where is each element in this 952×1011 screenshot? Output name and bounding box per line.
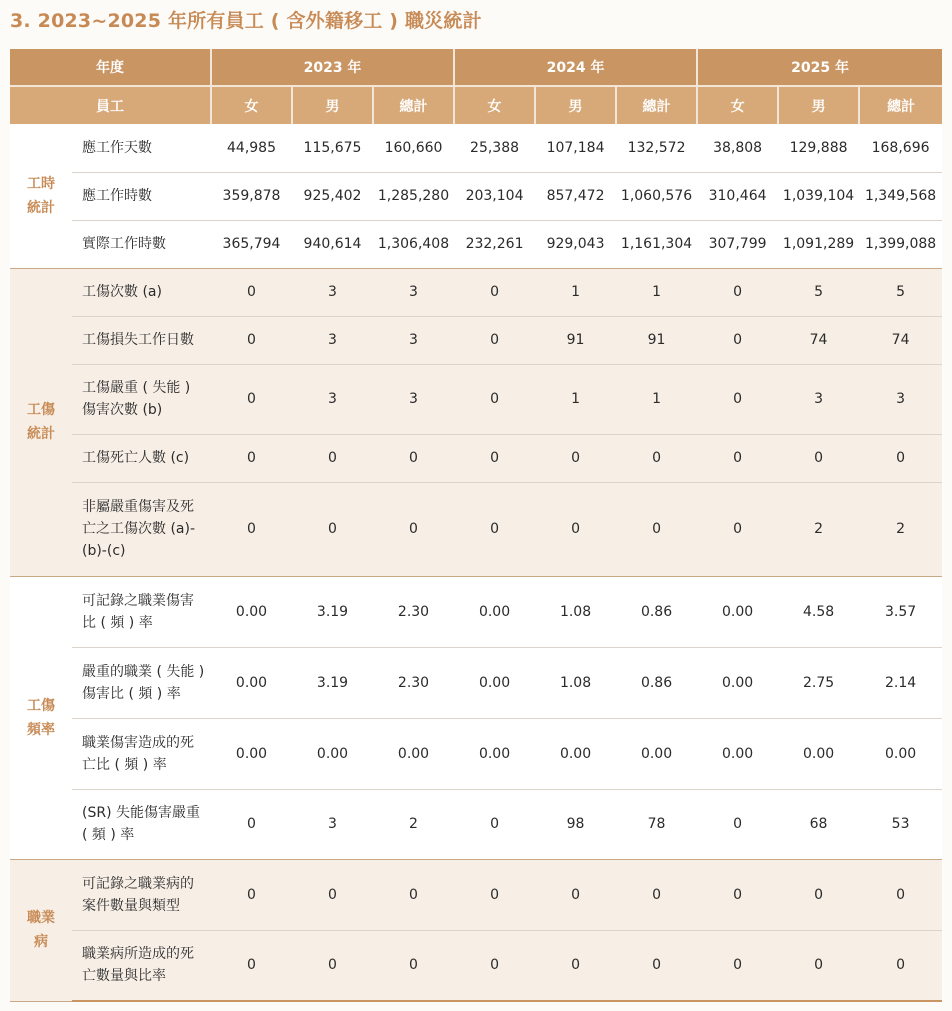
cell-value: 0 [211,789,292,859]
cell-value: 0 [211,364,292,434]
table-row [10,789,942,859]
cell-value: 3 [778,364,859,434]
cell-value: 1,285,280 [373,172,454,220]
cell-value: 0 [778,859,859,930]
cell-value: 925,402 [292,172,373,220]
cell-value: 0.00 [697,647,778,718]
cell-value: 3 [373,268,454,316]
group-occupational-disease-label: 職業病 [10,859,72,1001]
cell-value: 0 [373,930,454,1001]
table-row [10,930,942,1001]
cell-value: 0.00 [373,718,454,789]
cell-value: 3 [292,789,373,859]
cell-value: 0 [373,482,454,576]
injury-statistics-table [10,49,942,1002]
cell-value: 2.75 [778,647,859,718]
cell-value: 0.86 [616,647,697,718]
cell-value: 0 [859,859,942,930]
cell-value: 1,039,104 [778,172,859,220]
cell-value: 0 [211,859,292,930]
cell-value: 0 [697,316,778,364]
cell-value: 0.00 [211,718,292,789]
cell-value: 1 [535,364,616,434]
cell-value: 1 [616,364,697,434]
cell-value: 0 [454,268,535,316]
row-label: 工傷次數 (a) [72,268,211,316]
year-header-2024: 2024 年 [454,49,697,86]
cell-value: 0 [535,434,616,482]
cell-value: 0.00 [454,647,535,718]
cell-value: 0 [454,482,535,576]
sub-header-female: 女 [211,86,292,124]
cell-value: 91 [616,316,697,364]
cell-value: 2 [778,482,859,576]
cell-value: 2 [859,482,942,576]
row-label: 工傷嚴重 ( 失能 ) 傷害次數 (b) [72,364,211,434]
cell-value: 359,878 [211,172,292,220]
table-row [10,482,942,576]
cell-value: 78 [616,789,697,859]
cell-value: 5 [859,268,942,316]
cell-value: 0 [778,930,859,1001]
cell-value: 1.08 [535,576,616,647]
cell-value: 3 [292,268,373,316]
cell-value: 1,060,576 [616,172,697,220]
cell-value: 98 [535,789,616,859]
sub-header-male: 男 [292,86,373,124]
cell-value: 0.00 [697,718,778,789]
cell-value: 929,043 [535,220,616,268]
cell-value: 68 [778,789,859,859]
cell-value: 0.86 [616,576,697,647]
cell-value: 1,399,088 [859,220,942,268]
cell-value: 0 [454,316,535,364]
cell-value: 0 [373,434,454,482]
cell-value: 0 [697,268,778,316]
cell-value: 3 [292,316,373,364]
cell-value: 2.14 [859,647,942,718]
cell-value: 1 [616,268,697,316]
row-label: 職業傷害造成的死亡比 ( 頻 ) 率 [72,718,211,789]
cell-value: 0.00 [535,718,616,789]
cell-value: 1 [535,268,616,316]
cell-value: 44,985 [211,124,292,172]
cell-value: 0 [292,434,373,482]
group-injury-stats-label: 工傷統計 [10,268,72,576]
cell-value: 0 [697,434,778,482]
year-header-2023: 2023 年 [211,49,454,86]
cell-value: 0 [697,789,778,859]
cell-value: 232,261 [454,220,535,268]
cell-value: 0.00 [211,647,292,718]
cell-value: 0 [454,930,535,1001]
table-row [10,220,942,268]
row-label: 實際工作時數 [72,220,211,268]
cell-value: 132,572 [616,124,697,172]
cell-value: 1,349,568 [859,172,942,220]
table-row [10,124,942,172]
cell-value: 115,675 [292,124,373,172]
cell-value: 0 [697,930,778,1001]
row-label: 可記錄之職業傷害比 ( 頻 ) 率 [72,576,211,647]
cell-value: 0 [373,859,454,930]
cell-value: 0 [697,482,778,576]
cell-value: 2.30 [373,576,454,647]
row-label: 工傷死亡人數 (c) [72,434,211,482]
cell-value: 0 [211,482,292,576]
cell-value: 0 [697,859,778,930]
cell-value: 0 [616,482,697,576]
sub-header-total: 總計 [373,86,454,124]
table-row [10,859,942,930]
cell-value: 0.00 [211,576,292,647]
cell-value: 940,614 [292,220,373,268]
cell-value: 3.57 [859,576,942,647]
cell-value: 1,161,304 [616,220,697,268]
cell-value: 0.00 [697,576,778,647]
cell-value: 0 [292,859,373,930]
page-title: 3. 2023~2025 年所有員工 ( 含外籍移工 ) 職災統計 [10,10,482,32]
cell-value: 3 [373,364,454,434]
cell-value: 0 [697,364,778,434]
year-header-2025: 2025 年 [697,49,942,86]
row-label: 應工作時數 [72,172,211,220]
cell-value: 2 [373,789,454,859]
cell-value: 203,104 [454,172,535,220]
row-label: 可記錄之職業病的案件數量與類型 [72,859,211,930]
cell-value: 2.30 [373,647,454,718]
cell-value: 0 [859,434,942,482]
cell-value: 4.58 [778,576,859,647]
table-row [10,268,942,316]
cell-value: 3.19 [292,647,373,718]
cell-value: 0 [454,364,535,434]
table-row [10,718,942,789]
cell-value: 0 [616,434,697,482]
cell-value: 160,660 [373,124,454,172]
cell-value: 0 [616,859,697,930]
cell-value: 0 [211,434,292,482]
cell-value: 0.00 [454,576,535,647]
cell-value: 107,184 [535,124,616,172]
cell-value: 0 [211,930,292,1001]
row-label: 非屬嚴重傷害及死亡之工傷次數 (a)-(b)-(c) [72,482,211,576]
cell-value: 5 [778,268,859,316]
group-work-hours-label: 工時統計 [10,124,72,268]
cell-value: 168,696 [859,124,942,172]
cell-value: 3.19 [292,576,373,647]
cell-value: 310,464 [697,172,778,220]
cell-value: 0 [535,930,616,1001]
row-label: 嚴重的職業 ( 失能 ) 傷害比 ( 頻 ) 率 [72,647,211,718]
table-row [10,647,942,718]
cell-value: 0.00 [778,718,859,789]
year-header-label: 年度 [10,49,211,86]
employee-header-label: 員工 [10,86,211,124]
cell-value: 0.00 [454,718,535,789]
cell-value: 3 [292,364,373,434]
cell-value: 0 [292,930,373,1001]
cell-value: 0 [778,434,859,482]
cell-value: 0 [211,268,292,316]
cell-value: 1,306,408 [373,220,454,268]
cell-value: 0 [616,930,697,1001]
cell-value: 74 [778,316,859,364]
row-label: 應工作天數 [72,124,211,172]
cell-value: 365,794 [211,220,292,268]
sub-header-total: 總計 [859,86,942,124]
gender-header-row [10,86,942,124]
table-row [10,316,942,364]
sub-header-female: 女 [697,86,778,124]
cell-value: 25,388 [454,124,535,172]
cell-value: 1.08 [535,647,616,718]
cell-value: 307,799 [697,220,778,268]
cell-value: 3 [859,364,942,434]
row-label: 職業病所造成的死亡數量與比率 [72,930,211,1001]
cell-value: 0.00 [616,718,697,789]
table-row [10,172,942,220]
row-label: 工傷損失工作日數 [72,316,211,364]
cell-value: 0.00 [859,718,942,789]
cell-value: 0 [535,482,616,576]
group-injury-rate-label: 工傷頻率 [10,576,72,859]
table-row [10,434,942,482]
cell-value: 0 [211,316,292,364]
cell-value: 0 [454,434,535,482]
sub-header-male: 男 [535,86,616,124]
cell-value: 53 [859,789,942,859]
cell-value: 0 [535,859,616,930]
cell-value: 3 [373,316,454,364]
sub-header-male: 男 [778,86,859,124]
cell-value: 0 [454,859,535,930]
sub-header-female: 女 [454,86,535,124]
cell-value: 0 [454,789,535,859]
year-header-row [10,49,942,86]
table-row [10,364,942,434]
cell-value: 38,808 [697,124,778,172]
cell-value: 857,472 [535,172,616,220]
cell-value: 0 [859,930,942,1001]
sub-header-total: 總計 [616,86,697,124]
cell-value: 0.00 [292,718,373,789]
cell-value: 91 [535,316,616,364]
cell-value: 1,091,289 [778,220,859,268]
row-label: (SR) 失能傷害嚴重 ( 頻 ) 率 [72,789,211,859]
cell-value: 74 [859,316,942,364]
cell-value: 0 [292,482,373,576]
cell-value: 129,888 [778,124,859,172]
table-row [10,576,942,647]
